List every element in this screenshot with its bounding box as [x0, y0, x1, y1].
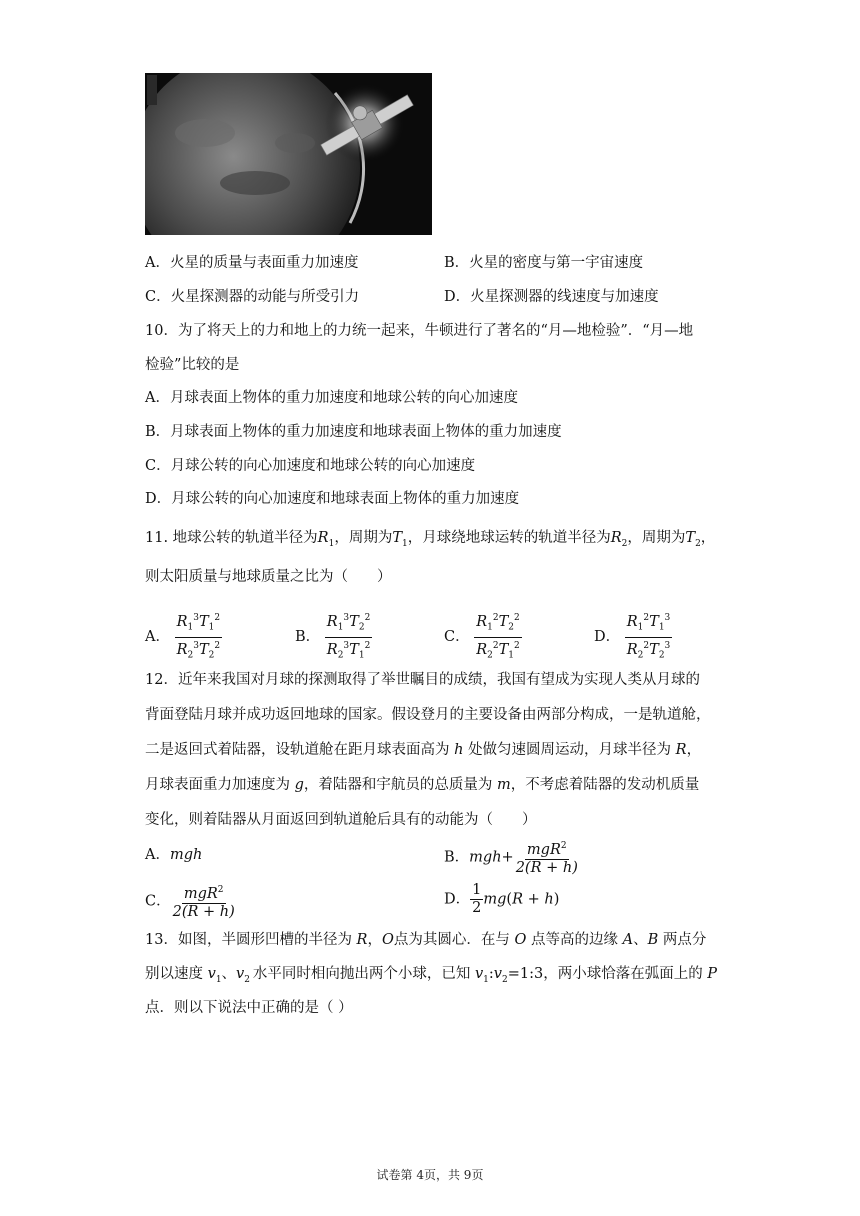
q9-option-a: A．火星的质量与表面重力加速度	[145, 255, 359, 271]
q13-stem-line1: 13．如图，半圆形凹槽的半径为 R，O点为其圆心．在与 O 点等高的边缘 A、B 两点分	[145, 932, 707, 948]
q10-stem-line1: 10．为了将天上的力和地上的力统一起来，牛顿进行了著名的“月—地检验”．“月—地	[145, 323, 694, 339]
q11-option-a: A． $\frac{R_1^3T_1^2}{R_2^3T_2^2}$	[145, 610, 222, 664]
q12-stem-line5: 变化，则着陆器从月面返回到轨道舱后具有的动能为（ ）	[145, 812, 537, 828]
page-footer: 试卷第 4页，共 9页	[376, 1168, 484, 1182]
q10-option-c: C．月球公转的向心加速度和地球公转的向心加速度	[145, 458, 476, 474]
q11-stem-line1: 11. 地球公转的轨道半径为$R_1$，周期为$T_1$，月球绕地球运转的轨道半径为$R_2$，周期为$T_2$，	[145, 530, 716, 549]
q9-option-d: D．火星探测器的线速度与加速度	[444, 289, 659, 305]
q12-option-c: C． $\frac{mgR^2}{2(R + h)}$	[145, 882, 237, 921]
q12-option-b: B．mgh+ $\frac{mgR^2}{2(R + h)}$	[444, 838, 580, 877]
q10-option-a: A．月球表面上物体的重力加速度和地球公转的向心加速度	[145, 390, 518, 406]
q11-option-b: B． $\frac{R_1^3T_2^2}{R_2^3T_1^2}$	[295, 610, 372, 664]
q9-option-b: B．火星的密度与第一宇宙速度	[444, 255, 644, 271]
q13-stem-line3: 点．则以下说法中正确的是（ ）	[145, 1000, 353, 1016]
q10-stem-line2: 检验”比较的是	[145, 357, 240, 373]
mars-probe-image	[145, 73, 432, 235]
q11-option-c: C． $\frac{R_1^2T_2^2}{R_2^2T_1^2}$	[444, 610, 522, 664]
q12-stem-line1: 12．近年来我国对月球的探测取得了举世瞩目的成绩，我国有望成为实现人类从月球的	[145, 672, 700, 688]
q13-stem-line2: 别以速度 $v_1$、$v_2$ 水平同时相向抛出两个小球，已知 $v_1:v_2=1:3$，两小球恰落在弧面上的 P	[145, 966, 718, 985]
q12-stem-line3: 二是返回式着陆器，设轨道舱在距月球表面高为 h 处做匀速圆周运动，月球半径为 R，	[145, 742, 702, 758]
q12-stem-line4: 月球表面重力加速度为 g，着陆器和宇航员的总质量为 m，不考虑着陆器的发动机质量	[145, 777, 700, 793]
q12-option-a: A．mgh	[145, 847, 203, 863]
q11-stem-line2: 则太阳质量与地球质量之比为（ ）	[145, 569, 392, 585]
q10-option-d: D．月球公转的向心加速度和地球表面上物体的重力加速度	[145, 491, 520, 507]
q9-option-c: C．火星探测器的动能与所受引力	[145, 289, 360, 305]
q12-option-d: D． $\frac{1}{2}$ mg(R + h)	[444, 882, 560, 916]
q10-option-b: B．月球表面上物体的重力加速度和地球表面上物体的重力加速度	[145, 424, 562, 440]
q12-stem-line2: 背面登陆月球并成功返回地球的国家。假设登月的主要设备由两部分构成，一是轨道舱，	[145, 707, 711, 723]
q11-option-d: D． $\frac{R_1^2T_1^3}{R_2^2T_2^3}$	[594, 610, 672, 664]
mars-probe-illustration	[145, 73, 432, 235]
